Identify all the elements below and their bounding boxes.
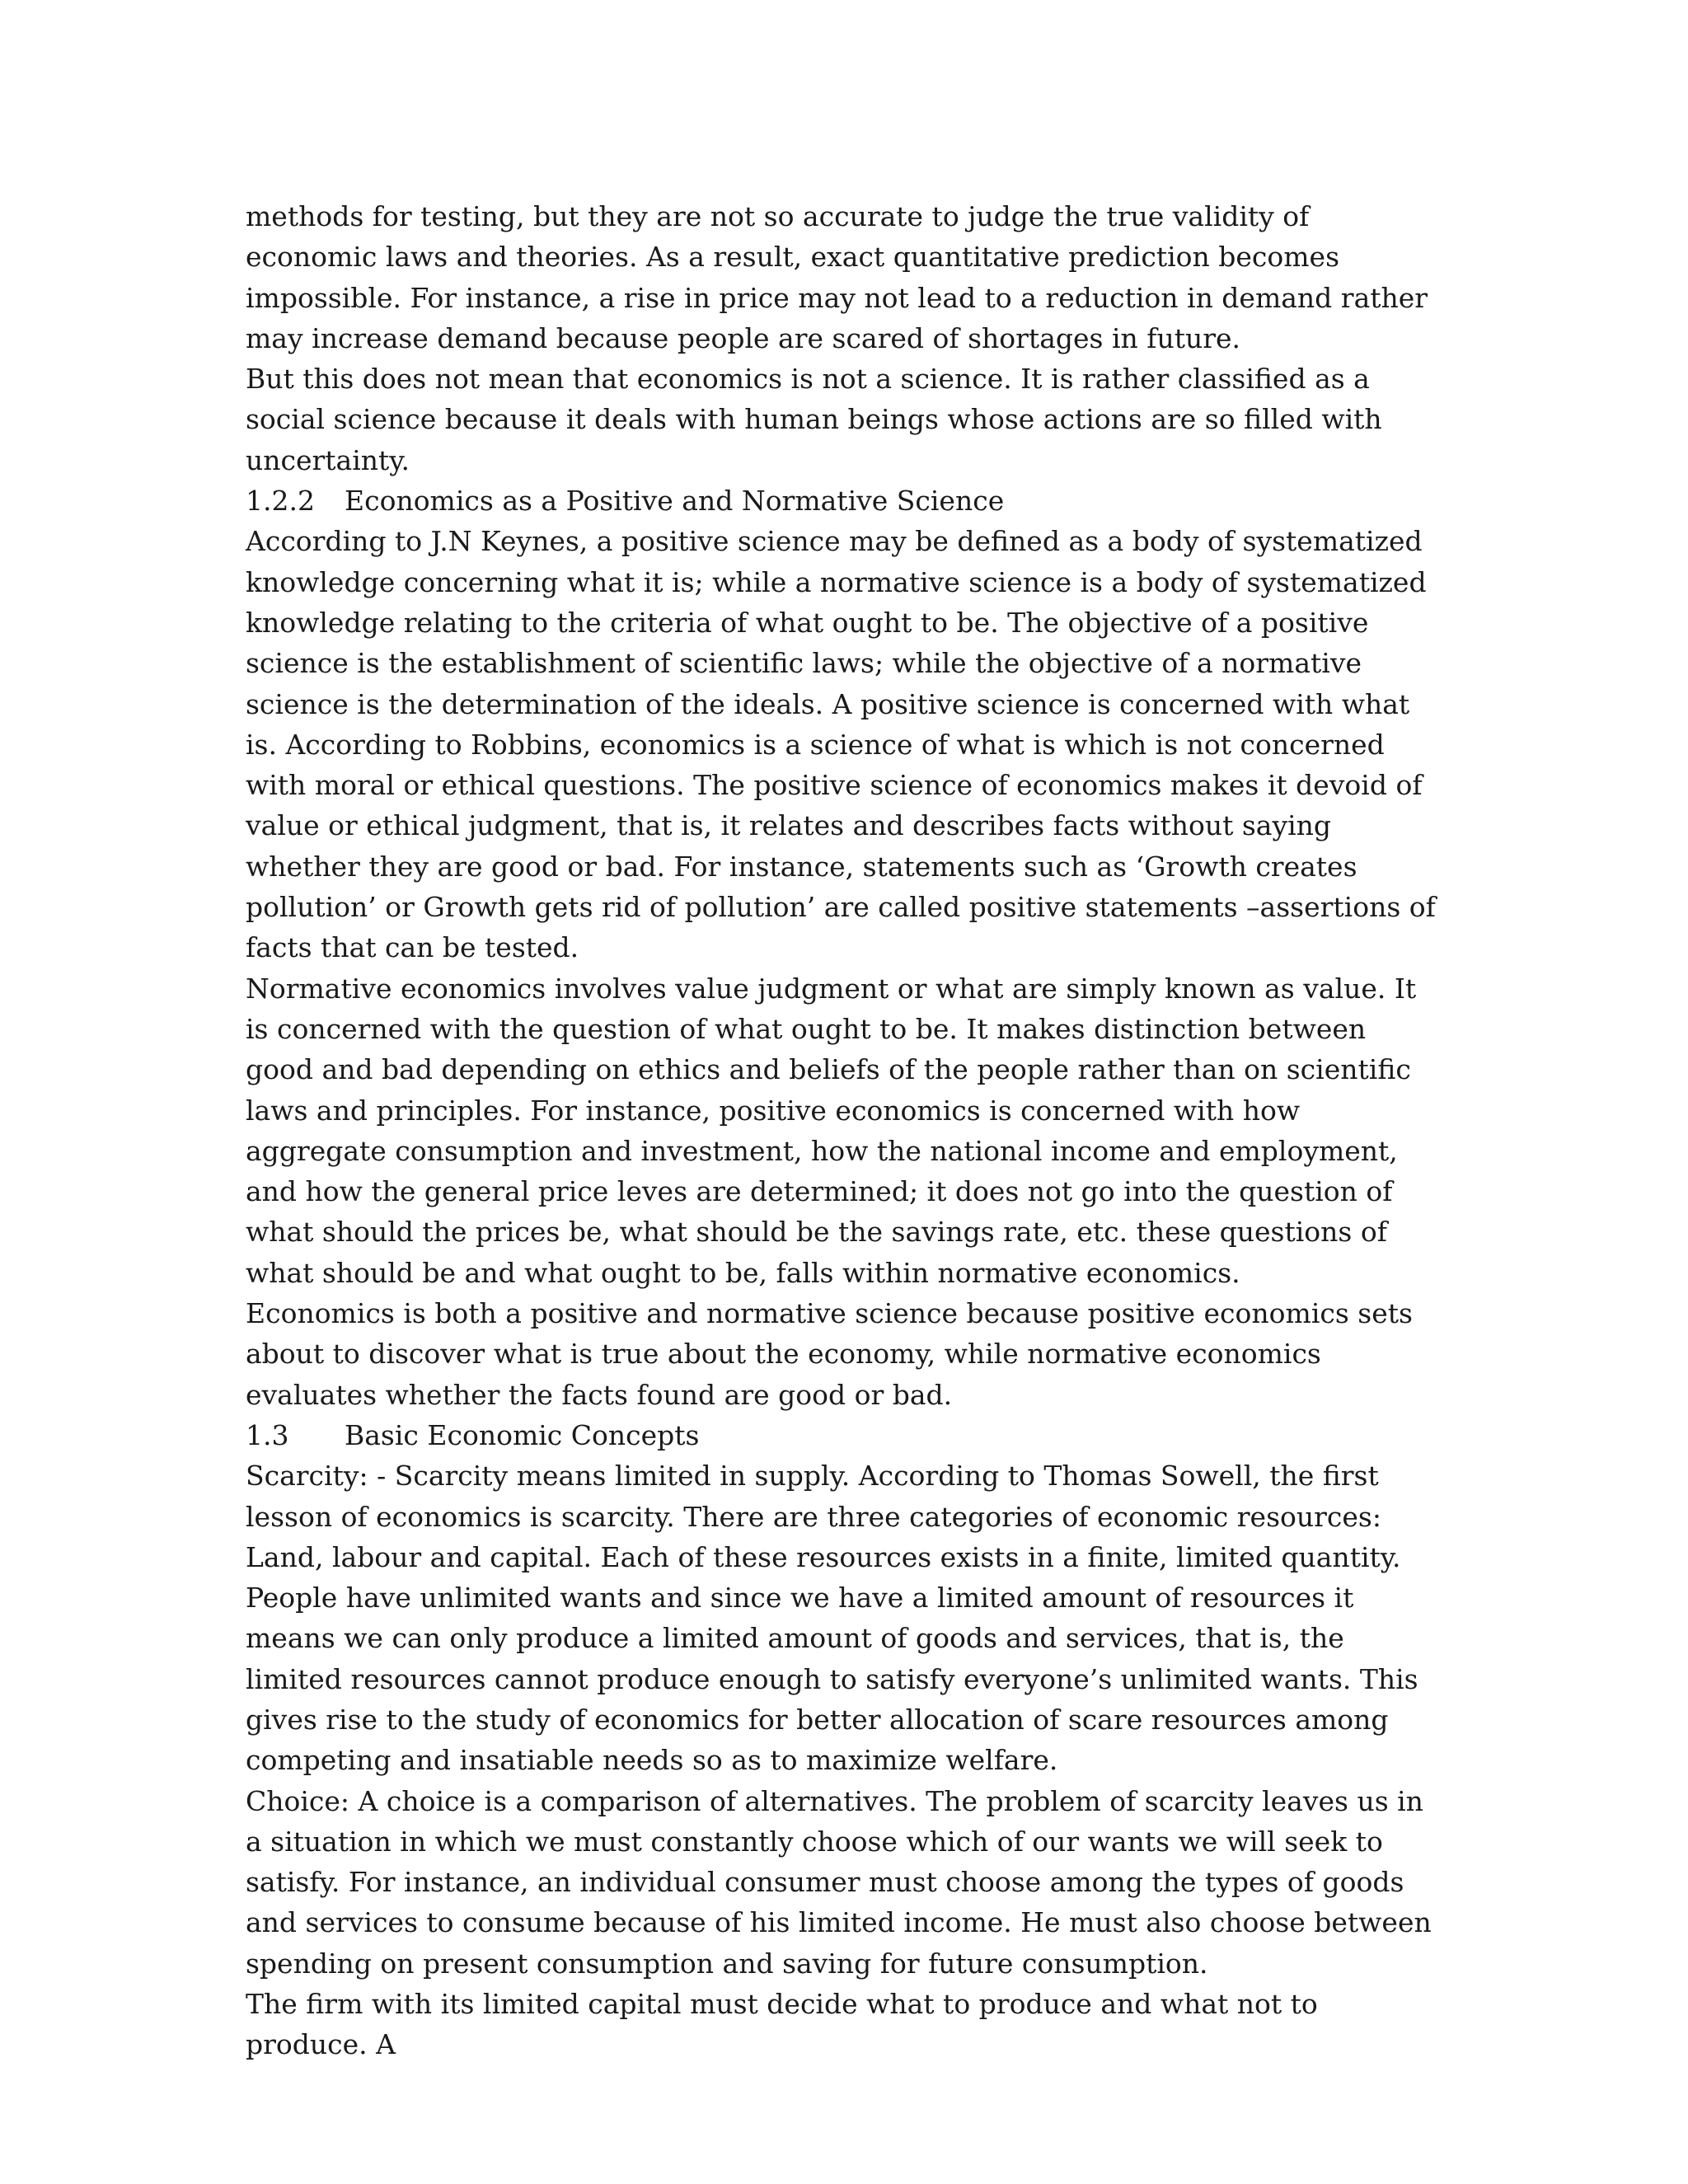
paragraph: But this does not mean that economics is not a science. It is rather classified as a social science because it deals with human beings whose actions are so filled with uncertainty. xyxy=(246,363,1382,476)
section-title: Basic Economic Concepts xyxy=(345,1418,700,1451)
paragraph: Choice: A choice is a comparison of alternatives. The problem of scarcity leaves us in a situation in which we must constantly choose which of our wants we will seek to satisfy. For instance, an individual consumer must choose among the types of goods and services to consume because of his limited income. He must also choose between spending on present consumption and saving for future consumption. xyxy=(246,1784,1432,1980)
paragraph: methods for testing, but they are not so accurate to judge the true validity of economic laws and theories. As a result, exact quantitative prediction becomes impossible. For instance, a rise in price may not lead to a reduction in demand rather may increase demand because people are scared of shortages in future. xyxy=(246,200,1428,354)
section-number: 1.3 xyxy=(246,1418,289,1451)
paragraph: According to J.N Keynes, a positive science may be defined as a body of systematized knowledge concerning what it is; while a normative science is a body of systematized knowledge relating to the criteria of what ought to be. The objective of a positive science is the establishment of scientific laws; while the objective of a normative science is the determination of the ideals. A positive science is concerned with what is. According to Robbins, economics is a science of what is which is not concerned with moral or ethical questions. The positive science of economics makes it devoid of value or ethical judgment, that is, it relates and describes facts without saying whether they are good or bad. For instance, statements such as ‘Growth creates pollution’ or Growth gets rid of pollution’ are called positive statements –assertions of facts that can be tested. xyxy=(246,525,1436,964)
paragraph: Normative economics involves value judgment or what are simply known as value. It is concerned with the question of what ought to be. It makes distinction between good and bad depending on ethics and beliefs of the people rather than on scientific laws and principles. For instance, positive economics is concerned with how aggregate consumption and investment, how the national income and employment, and how the general price leves are determined; it does not go into the question of what should the prices be, what should be the savings rate, etc. these questions of what should be and what ought to be, falls within normative economics. xyxy=(246,972,1417,1289)
section-heading-1-3 xyxy=(246,1415,1441,1455)
document-page xyxy=(246,196,1441,2065)
section-title: Economics as a Positive and Normative Science xyxy=(345,485,1005,518)
paragraph: Scarcity: - Scarcity means limited in supply. According to Thomas Sowell, the first lesson of economics is scarcity. There are three categories of economic resources: Land, labour and capital. Each of these resources exists in a finite, limited quantity. People have unlimited wants and since we have a limited amount of resources it means we can only produce a limited amount of goods and services, that is, the limited resources cannot produce enough to satisfy everyone’s unlimited wants. This gives rise to the study of economics for better allocation of scare resources among competing and insatiable needs so as to maximize welfare. xyxy=(246,1460,1418,1777)
paragraph: The firm with its limited capital must decide what to produce and what not to produce. A xyxy=(246,1988,1318,2061)
section-number: 1.2.2 xyxy=(246,485,315,518)
paragraph: Economics is both a positive and normative science because positive economics sets about to discover what is true about the economy, while normative economics evaluates whether the facts found are good or bad. xyxy=(246,1297,1413,1411)
section-heading-1-2-2 xyxy=(246,480,1441,521)
